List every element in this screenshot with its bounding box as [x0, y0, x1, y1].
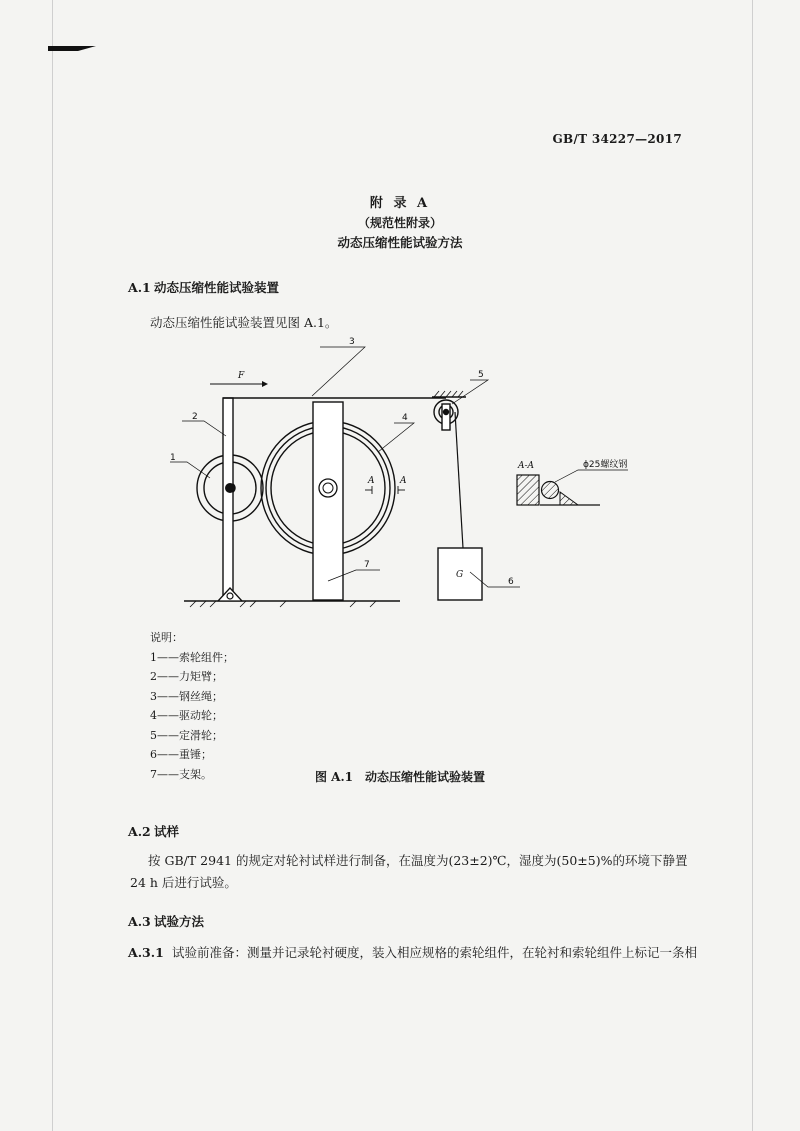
- section-title: 试样: [154, 824, 180, 839]
- section-number: A.2: [128, 824, 151, 839]
- force-label: F: [238, 371, 245, 381]
- callout-2: 2: [192, 412, 198, 422]
- standard-number: GB/T 34227—2017: [552, 132, 682, 146]
- rope-to-weight: [455, 412, 463, 548]
- legend-item: 4——驱动轮；: [150, 709, 223, 722]
- callout-3: 3: [349, 337, 355, 347]
- section-mark-left: A: [368, 476, 375, 486]
- section-a31-paragraph: [128, 942, 697, 964]
- appendix-name: 动态压缩性能试验方法: [337, 235, 463, 250]
- figure-caption: 图 A.1 动态压缩性能试验装置: [314, 770, 486, 784]
- section-a31-text: 试验前准备：测量并记录轮衬硬度，装入相应规格的索轮组件，在轮衬和索轮组件上标记一条相: [172, 945, 698, 960]
- rebar-circle: [542, 482, 559, 499]
- section-number: A.3: [128, 914, 151, 929]
- legend-item: 1——索轮组件；: [150, 650, 234, 664]
- section-title: 动态压缩性能试验装置: [154, 280, 280, 295]
- arm-pivot: [225, 483, 235, 493]
- support-frame-7: [313, 402, 343, 600]
- section-view-aa: [517, 458, 628, 505]
- legend-title: 说明：: [150, 631, 183, 644]
- figure-legend: [150, 628, 234, 784]
- rebar-label: ϕ25螺纹钢: [583, 460, 628, 470]
- section-mark-right: A: [400, 476, 407, 486]
- section-a2-heading: [128, 822, 179, 840]
- section-number: A.1: [128, 280, 151, 295]
- appendix-type: （规范性附录）: [357, 216, 442, 230]
- callout-4: 4: [402, 413, 408, 423]
- callout-7: 7: [364, 560, 370, 570]
- section-number: A.3.1: [128, 945, 164, 960]
- legend-item: 7——支架。: [150, 767, 212, 781]
- fixed-pulley-5: [434, 400, 458, 430]
- callout-6: 6: [508, 577, 514, 587]
- ground-hatching: [190, 601, 376, 607]
- hatched-block: [517, 475, 539, 505]
- section-a2-text-line1: 按 GB/T 2941 的规定对轮衬试样进行制备，在温度为(23±2)℃，湿度为(50±5)%的环境下静置: [148, 853, 688, 868]
- section-title: 试验方法: [154, 914, 205, 929]
- moment-arm-2: [223, 398, 233, 596]
- section-title: A-A: [518, 461, 535, 471]
- legend-item: 5——定滑轮；: [150, 728, 223, 742]
- section-a3-heading: [128, 912, 204, 930]
- callout-5: 5: [478, 370, 484, 380]
- weight-label: G: [456, 570, 464, 580]
- section-a1-text: 动态压缩性能试验装置见图 A.1。: [150, 315, 338, 330]
- appendix-title: 附 录 A: [369, 196, 431, 211]
- legend-item: 3——钢丝绳；: [150, 689, 223, 703]
- callout-1: 1: [170, 453, 176, 463]
- section-a2-text-line2: 24 h 后进行试验。: [130, 875, 237, 890]
- legend-item: 2——力矩臂；: [150, 670, 223, 683]
- drive-axle: [319, 479, 337, 497]
- legend-item: 6——重锤；: [150, 748, 212, 761]
